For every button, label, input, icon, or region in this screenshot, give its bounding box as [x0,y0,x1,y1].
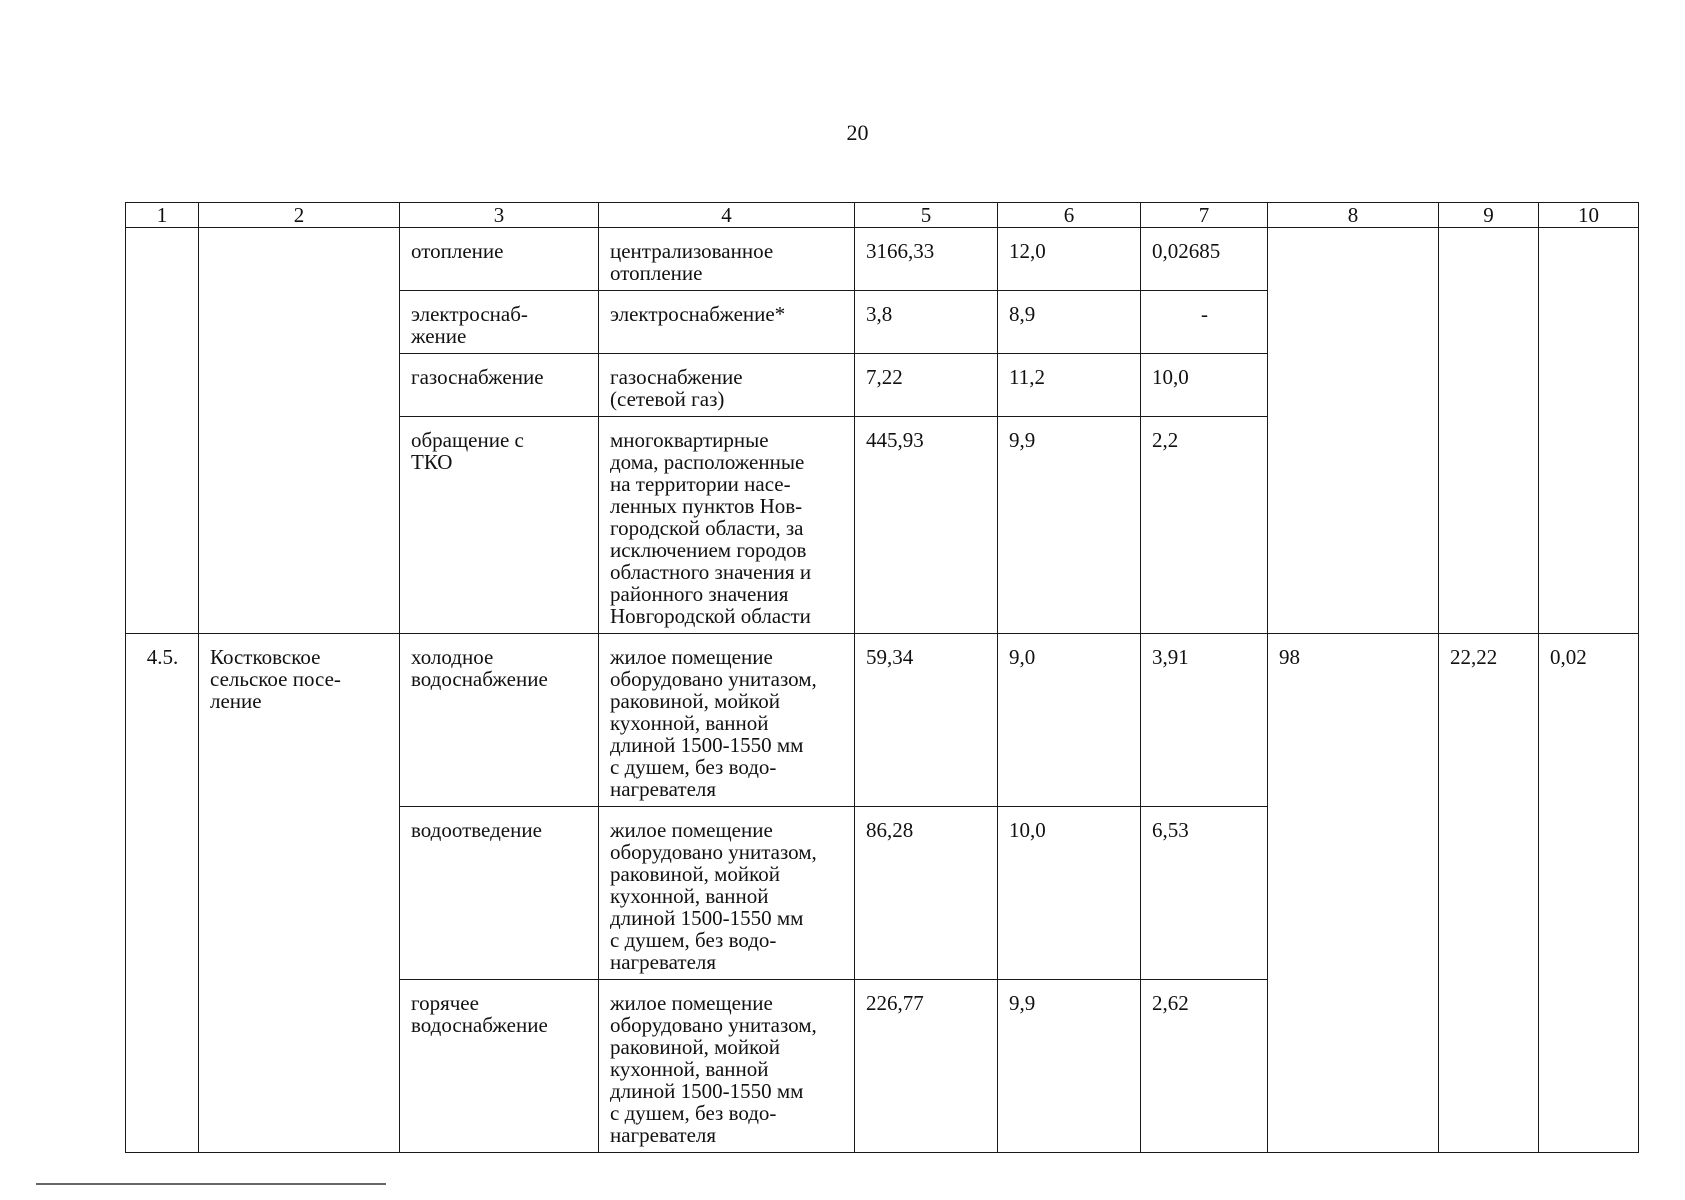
value-cell: 6,53 [1141,807,1268,980]
description-cell: электроснабжение* [599,291,855,354]
value-cell: 11,2 [998,354,1141,417]
column-header: 4 [599,203,855,228]
value-cell [1439,228,1539,634]
value-cell: 12,0 [998,228,1141,291]
value-cell: 10,0 [998,807,1141,980]
description-cell: жилое помещение оборудовано унитазом, раковиной, мойкой кухонной, ванной длиной 1500-1550 мм с душем, без водо- нагревателя [599,980,855,1153]
value-cell: 9,0 [998,634,1141,807]
column-header: 1 [126,203,199,228]
service-cell: электроснаб- жение [400,291,599,354]
value-cell: 59,34 [855,634,998,807]
service-cell: холодное водоснабжение [400,634,599,807]
value-cell: 226,77 [855,980,998,1153]
value-cell: 3,8 [855,291,998,354]
value-cell: 445,93 [855,417,998,634]
table-row [126,634,1639,807]
value-cell: - [1141,291,1268,354]
description-cell: жилое помещение оборудовано унитазом, раковиной, мойкой кухонной, ванной длиной 1500-1550 мм с душем, без водо- нагревателя [599,634,855,807]
value-cell: 9,9 [998,980,1141,1153]
divider [36,1183,386,1185]
value-cell: 3166,33 [855,228,998,291]
row-number-cell: 4.5. [126,634,199,1153]
service-cell: газоснабжение [400,354,599,417]
tariff-table [125,202,1639,1153]
value-cell: 9,9 [998,417,1141,634]
service-cell: обращение с ТКО [400,417,599,634]
value-cell: 0,02 [1539,634,1639,1153]
value-cell: 2,2 [1141,417,1268,634]
value-cell: 22,22 [1439,634,1539,1153]
service-cell: горячее водоснабжение [400,980,599,1153]
page-number: 20 [846,120,869,145]
column-header: 3 [400,203,599,228]
value-cell: 7,22 [855,354,998,417]
description-cell: централизованное отопление [599,228,855,291]
column-header: 10 [1539,203,1639,228]
row-number-cell [126,228,199,634]
column-header: 8 [1268,203,1439,228]
service-cell: водоотведение [400,807,599,980]
column-header: 6 [998,203,1141,228]
column-number-row [126,203,1639,228]
value-cell [1539,228,1639,634]
value-cell: 2,62 [1141,980,1268,1153]
value-cell: 0,02685 [1141,228,1268,291]
settlement-cell [199,228,400,634]
column-header: 9 [1439,203,1539,228]
service-cell: отопление [400,228,599,291]
description-cell: газоснабжение (сетевой газ) [599,354,855,417]
value-cell: 3,91 [1141,634,1268,807]
column-header: 5 [855,203,998,228]
description-cell: многоквартирные дома, расположенные на территории насе- ленных пунктов Нов- городской области, за исключением городов областного значения и районного значения Новгородской области [599,417,855,634]
value-cell: 86,28 [855,807,998,980]
value-cell: 10,0 [1141,354,1268,417]
column-header: 2 [199,203,400,228]
description-cell: жилое помещение оборудовано унитазом, раковиной, мойкой кухонной, ванной длиной 1500-1550 мм с душем, без водо- нагревателя [599,807,855,980]
settlement-cell: Костковское сельское посе- ление [199,634,400,1153]
value-cell: 98 [1268,634,1439,1153]
table-row [126,228,1639,291]
column-header: 7 [1141,203,1268,228]
value-cell [1268,228,1439,634]
value-cell: 8,9 [998,291,1141,354]
